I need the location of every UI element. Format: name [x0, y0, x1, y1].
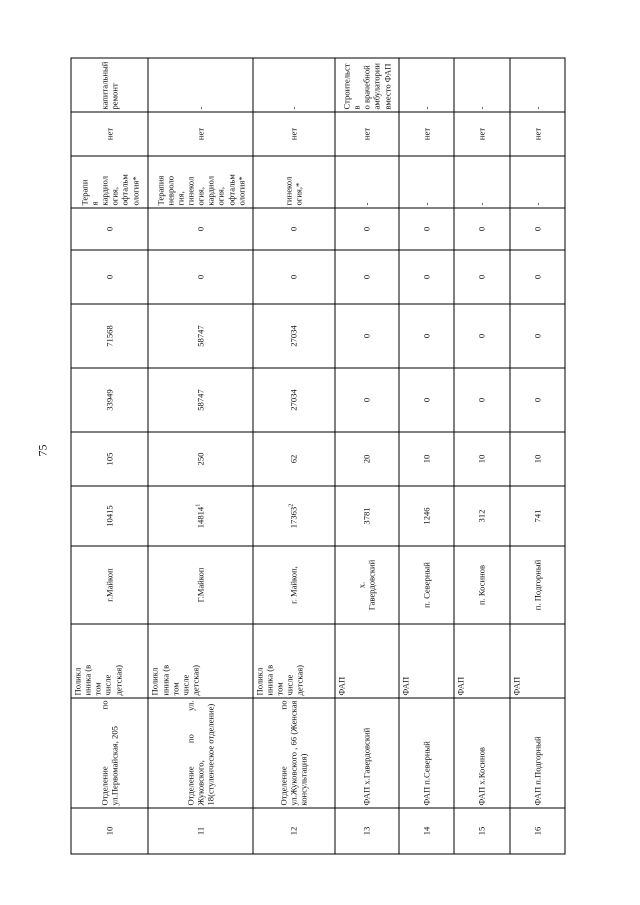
row-profile: - — [334, 156, 398, 208]
row-name: ФАП п.Подгорный — [509, 698, 564, 808]
row-number: 16 — [509, 808, 564, 854]
row-location: х. Гавердовский — [334, 546, 398, 624]
row-value-2: 105 — [71, 432, 148, 486]
row-value-3: 0 — [454, 368, 509, 432]
row-value-1: 17363$^2$ — [252, 486, 334, 546]
row-value-4: 0 — [398, 304, 453, 368]
row-value-1: 741 — [509, 486, 564, 546]
row-value-1: 1246 — [398, 486, 453, 546]
row-value-4: 58747 — [148, 304, 252, 368]
row-remark: - — [509, 58, 564, 112]
row-name: Отделение по ул. Жуковского, 18(стуленческое отделение) — [148, 698, 252, 808]
row-answer: нет — [334, 112, 398, 156]
row-value-1: 3781 — [334, 486, 398, 546]
row-location: п. Подгорный — [509, 546, 564, 624]
table-row — [334, 58, 398, 854]
row-answer: нет — [454, 112, 509, 156]
table-row — [454, 58, 509, 854]
row-value-2: 10 — [509, 432, 564, 486]
row-remark: - — [454, 58, 509, 112]
row-value-1: 14814$^1$ — [148, 486, 252, 546]
row-name: Отделение по ул.Первомайская, 205 — [71, 698, 148, 808]
row-answer: нет — [398, 112, 453, 156]
row-remark: - — [252, 58, 334, 112]
rotated-table-wrapper — [70, 58, 565, 854]
row-value-3: 0 — [509, 368, 564, 432]
row-location: г.Майкоп — [71, 546, 148, 624]
row-value-6: 0 — [148, 208, 252, 250]
row-type: Поликл иника (в том числе детская) — [148, 624, 252, 698]
row-name: ФАП х.Гавердовский — [334, 698, 398, 808]
row-value-2: 250 — [148, 432, 252, 486]
row-type: Поликл иника (в том числе детская) — [252, 624, 334, 698]
row-value-3: 0 — [398, 368, 453, 432]
row-name: ФАП п.Северный — [398, 698, 453, 808]
row-value-2: 10 — [454, 432, 509, 486]
row-location: г. Майкоп, — [252, 546, 334, 624]
table-container — [70, 58, 565, 854]
row-remark: - — [148, 58, 252, 112]
row-number: 14 — [398, 808, 453, 854]
row-type: ФАП — [454, 624, 509, 698]
row-value-6: 0 — [454, 208, 509, 250]
row-type: ФАП — [509, 624, 564, 698]
row-type: ФАП — [398, 624, 453, 698]
page-number: 75 — [35, 444, 50, 457]
row-remark: капитальный ремонт — [71, 58, 148, 112]
row-value-5: 0 — [148, 250, 252, 304]
row-value-3: 27034 — [252, 368, 334, 432]
row-number: 13 — [334, 808, 398, 854]
row-answer: нет — [148, 112, 252, 156]
row-profile: - — [398, 156, 453, 208]
row-value-1-footnote: 2 — [288, 503, 295, 507]
row-profile: - — [454, 156, 509, 208]
row-value-6: 0 — [398, 208, 453, 250]
row-answer: нет — [71, 112, 148, 156]
table-row — [71, 58, 148, 854]
row-value-6: 0 — [334, 208, 398, 250]
row-profile: гинекол огия,* — [252, 156, 334, 208]
row-profile: - — [509, 156, 564, 208]
table-row — [148, 58, 252, 854]
row-number: 10 — [71, 808, 148, 854]
table-row — [509, 58, 564, 854]
row-value-2: 62 — [252, 432, 334, 486]
row-location: п. Северный — [398, 546, 453, 624]
row-value-1: 312 — [454, 486, 509, 546]
table-row — [398, 58, 453, 854]
row-value-5: 0 — [334, 250, 398, 304]
table-row — [252, 58, 334, 854]
row-value-5: 0 — [454, 250, 509, 304]
row-value-4: 0 — [509, 304, 564, 368]
row-value-5: 0 — [398, 250, 453, 304]
row-number: 11 — [148, 808, 252, 854]
row-answer: нет — [509, 112, 564, 156]
row-answer: нет — [252, 112, 334, 156]
row-number: 15 — [454, 808, 509, 854]
row-number: 12 — [252, 808, 334, 854]
row-value-6: 0 — [252, 208, 334, 250]
row-value-6: 0 — [71, 208, 148, 250]
row-value-1-footnote: 1 — [195, 503, 202, 507]
row-value-5: 0 — [509, 250, 564, 304]
row-value-2: 20 — [334, 432, 398, 486]
row-type: ФАП — [334, 624, 398, 698]
row-value-4: 71568 — [71, 304, 148, 368]
row-profile: Терапи я кардиол огия, офтальм ология* — [71, 156, 148, 208]
row-profile: Терапия невроло гия, гинекол огия, кардиол огия, офтальм ология* — [148, 156, 252, 208]
row-value-2: 10 — [398, 432, 453, 486]
row-type: Поликл иника (в том числе детская) — [71, 624, 148, 698]
row-value-1: 10415 — [71, 486, 148, 546]
row-name: ФАП х.Косинов — [454, 698, 509, 808]
row-name: Отделение по ул.Жуковского , 66 (Женская консультация) — [252, 698, 334, 808]
row-value-5: 0 — [252, 250, 334, 304]
row-value-3: 58747 — [148, 368, 252, 432]
row-value-4: 0 — [454, 304, 509, 368]
row-value-3: 0 — [334, 368, 398, 432]
facilities-table — [70, 57, 565, 854]
row-remark: Строительств о врачебной амбулатории вместо ФАП — [334, 58, 398, 112]
row-remark: - — [398, 58, 453, 112]
row-value-4: 27034 — [252, 304, 334, 368]
row-value-4: 0 — [334, 304, 398, 368]
row-location: Г.Майкоп — [148, 546, 252, 624]
row-value-3: 33949 — [71, 368, 148, 432]
row-value-6: 0 — [509, 208, 564, 250]
row-value-5: 0 — [71, 250, 148, 304]
row-location: п. Косинов — [454, 546, 509, 624]
